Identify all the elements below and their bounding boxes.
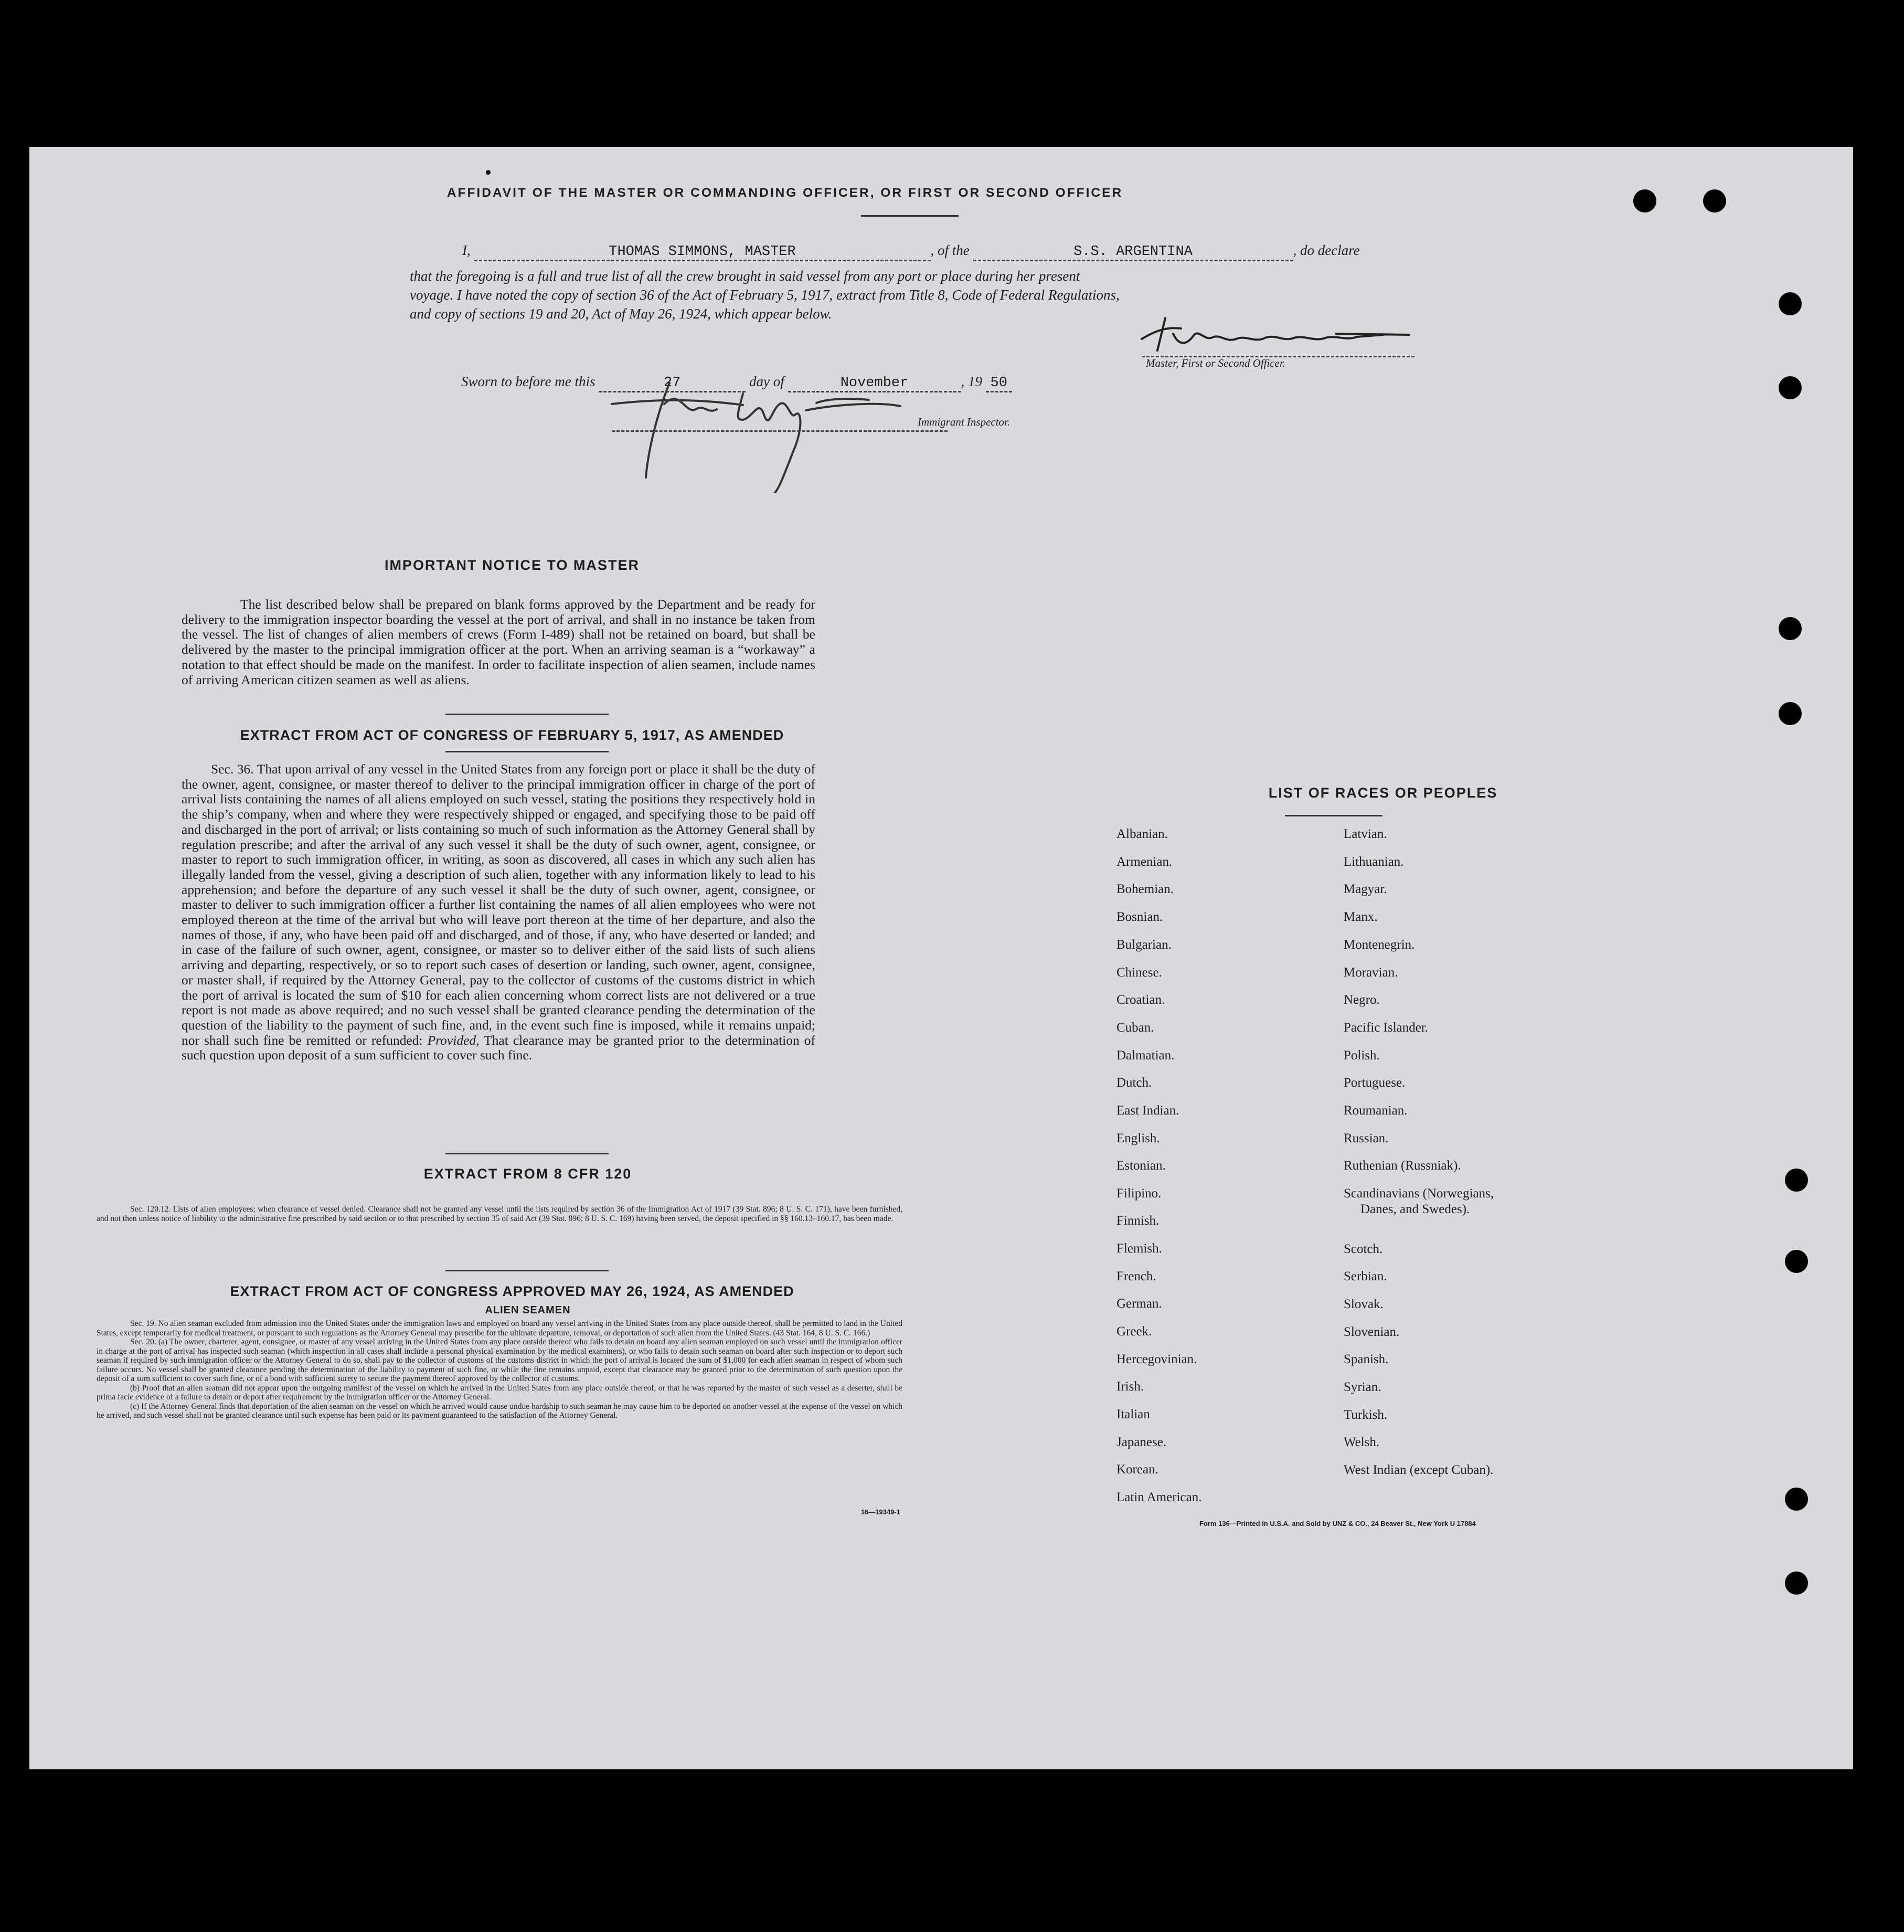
race-item: Lithuanian. bbox=[1344, 854, 1404, 869]
inspector-caption: Immigrant Inspector. bbox=[918, 416, 1010, 428]
sworn-year-field: 50 bbox=[986, 375, 1012, 392]
race-item: Greek. bbox=[1116, 1324, 1152, 1339]
race-item: Hercegovinian. bbox=[1116, 1352, 1197, 1366]
race-item: Polish. bbox=[1344, 1048, 1380, 1063]
form-code: 16—19349-1 bbox=[860, 1508, 900, 1516]
punch-hole bbox=[1703, 189, 1726, 213]
race-item: Bohemian. bbox=[1116, 882, 1174, 897]
sec-20a-text: Sec. 20. (a) The owner, charterer, agent, consignee, or master of any vessel arriving in the United States from any place outside thereof who fails to detain on board any alien seaman employed on such vessel until the immigration officer in charge at the port of arrival has inspected such seaman (which inspection in all cases shall include a personal physical examination by the medical examiners), or who fails to detain such seaman on board after such inspection or to deport such seaman if required by such immigration officer or the Attorney General to do so, shall pay to the collector of customs of the customs district in which the port of arrival is located the sum of $1,000 for each alien seaman in respect of whom such failure occurs. No vessel shall be granted clearance pending the determination of the liability to payment of such fine, or while the fine remains unpaid, except that clearance may be granted prior to the determination of such question upon the deposit of a sum sufficient to cover such fine, or of a bond with sufficient surety to secure the payment thereof approved by the collector of customs. bbox=[97, 1337, 902, 1383]
cfr-text: Sec. 120.12. Lists of alien employees; when clearance of vessel denied. Clearance shall not be granted any vessel until the lists required by section 36 of the Immigration Act of 1917 (39 Stat. 896; 8 U. S. C. 171), have been furnished, and not then unless notice of liability to the administrative fine prescribed by said section or to that prescribed by section 35 of said Act (39 Stat. 896; 8 U. S. C. 169) having been served, the deposit specified in §§ 160.13–160.17, has been made. bbox=[97, 1205, 902, 1223]
punch-hole bbox=[1785, 1169, 1808, 1192]
divider bbox=[445, 714, 609, 715]
extract-1924-title: EXTRACT FROM ACT OF CONGRESS APPROVED MAY 26, 1924, AS AMENDED bbox=[230, 1283, 794, 1299]
punch-hole bbox=[1785, 1488, 1808, 1511]
divider bbox=[861, 215, 959, 217]
inspector-signature-line bbox=[612, 430, 948, 432]
affidavit-line-1: that the foregoing is a full and true list of all the crew brought in said vessel from any port or place during her present bbox=[410, 268, 1080, 284]
sec-20b-text: (b) Proof that an alien seaman did not appear upon the outgoing manifest of the vessel on which he arrived in the United States from any place outside thereof, or that he was reported by the master of such vessel as a deserter, shall be prima facie evidence of a failure to detain or deport after requirement by the immigration officer or the Attorney General. bbox=[97, 1383, 902, 1402]
race-item: Chinese. bbox=[1116, 965, 1162, 980]
race-item: West Indian (except Cuban). bbox=[1344, 1463, 1494, 1478]
race-item: Scotch. bbox=[1344, 1241, 1383, 1256]
race-item: Magyar. bbox=[1344, 882, 1387, 897]
cfr-title: EXTRACT FROM 8 CFR 120 bbox=[423, 1166, 632, 1182]
race-item: Estonian. bbox=[1116, 1159, 1166, 1173]
race-item: Russian. bbox=[1344, 1131, 1389, 1145]
alien-seamen-subtitle: ALIEN SEAMEN bbox=[485, 1304, 571, 1316]
master-signature-caption: Master, First or Second Officer. bbox=[1146, 357, 1285, 369]
sec-19-text: Sec. 19. No alien seaman excluded from admission into the United States under the immigration laws and employed on board any vessel arriving in the United States from any place outside thereof, shall be permitted to land in the United States, except temporarily for medical treatment, or pursuant to such regulations as the Attorney General may prescribe for the ultimate departure, removal, or deportation of such alien from the United States. (43 Stat. 164, 8 U. S. C. 166.) bbox=[97, 1319, 902, 1337]
document-page bbox=[29, 147, 1853, 1769]
punch-hole bbox=[1785, 1250, 1808, 1273]
race-item: Croatian. bbox=[1116, 993, 1165, 1007]
race-item: Bosnian. bbox=[1116, 910, 1163, 925]
race-item: Syrian. bbox=[1344, 1380, 1381, 1394]
of-the-label: , of the bbox=[930, 242, 970, 258]
race-item: Filipino. bbox=[1116, 1186, 1162, 1201]
punch-hole bbox=[1779, 292, 1802, 315]
affidavit-title: AFFIDAVIT OF THE MASTER OR COMMANDING OFFICER, OR FIRST OR SECOND OFFICER bbox=[446, 186, 1123, 200]
punch-hole bbox=[1785, 1572, 1808, 1595]
form-printer-note: Form 136—Printed in U.S.A. and Sold by UNZ & CO., 24 Beaver St., New York U 17884 bbox=[1199, 1520, 1476, 1527]
do-declare-label: , do declare bbox=[1293, 242, 1360, 258]
race-item: Armenian. bbox=[1116, 854, 1173, 869]
race-item: Japanese. bbox=[1116, 1435, 1167, 1449]
ink-speck bbox=[486, 170, 491, 175]
race-item: Latin American. bbox=[1116, 1490, 1202, 1505]
race-item: German. bbox=[1116, 1297, 1162, 1311]
race-item: Irish. bbox=[1116, 1379, 1144, 1394]
sec-36-body: That upon arrival of any vessel in the United States from any foreign port or place it shall be the duty of the owner, agent, consignee, or master thereof to deliver to the principal immigration officer in charge of the port of arrival lists containing the names of all aliens employed on such vessel, stating the positions they respectively hold in the ship’s company, when and where they were respectively shipped or engaged, and specifying those to be paid off and discharged in the port of arrival; or lists containing so much of such information as the Attorney General shall by regulation prescribe; and after the arrival of any such vessel it shall be the duty of such owner, agent, consignee, or master to report to such immigration officer, in writing, as soon as discovered, all cases in which any such alien has illegally landed from the vessel, giving a description of such alien, together with any information likely to lead to his apprehension; and before the departure of any such vessel it shall be the duty of such owner, agent, consignee, or master to deliver to such immigration officer a further list containing the names of all alien employees who were not employed thereon at the time of the arrival but who will leave port thereon at the time of her departure, and also the names of those, if any, who have been paid off and discharged, and of those, if any, who have deserted or landed; and in case of the failure of such owner, agent, consignee, or master so to deliver either of the said lists of such aliens arriving and departing, respectively, or so to report such cases of desertion or landing, such owner, agent, consignee, or master shall, if required by the Attorney General, pay to the collector of customs of the customs district in which the port of arrival is located the sum of $10 for each alien concerning whom correct lists are not delivered or a true report is not made as above required; and no such vessel shall be granted clearance pending the determination of the question of the liability to the payment of such fine, and, in the event such fine is imposed, while it remains unpaid; nor shall such fine be remitted or refunded: bbox=[182, 761, 815, 1048]
punch-hole bbox=[1633, 189, 1656, 213]
sec-36-proviso: That clearance may be granted prior to the determination of such question upon deposit of a sum sufficient to cover such fine. bbox=[182, 1032, 815, 1063]
race-item: Welsh. bbox=[1344, 1435, 1380, 1450]
extract-1924-body bbox=[97, 1319, 902, 1420]
year-prefix: , 19 bbox=[961, 374, 982, 389]
divider bbox=[445, 1270, 609, 1271]
sec-20c-text: (c) If the Attorney General finds that deportation of the alien seaman on the vessel on which he arrived would cause undue hardship to such seaman he may cause him to be deported on another vessel at the expense of the vessel on which he arrived, and such vessel shall not be granted clearance until such expense has been paid or its payment guaranteed to the satisfaction of the Attorney General. bbox=[97, 1402, 902, 1420]
race-item: Manx. bbox=[1344, 910, 1378, 925]
race-item: Ruthenian (Russniak). bbox=[1344, 1159, 1461, 1173]
race-item: Cuban. bbox=[1116, 1020, 1154, 1035]
punch-hole bbox=[1779, 617, 1802, 640]
race-item: Scandinavians (Norwegians, bbox=[1344, 1186, 1494, 1201]
race-item: Turkish. bbox=[1344, 1407, 1388, 1422]
race-item: Portuguese. bbox=[1344, 1076, 1406, 1090]
master-name-field: THOMAS SIMMONS, MASTER bbox=[474, 244, 931, 261]
races-left-column bbox=[1116, 827, 1326, 1666]
races-right-column bbox=[1344, 827, 1711, 1666]
notice-text: The list described below shall be prepared on blank forms approved by the Department and be ready for delivery to the immigration inspector boarding the vessel at the port of arrival, and shall in no instance be taken from the vessel. The list of changes of alien members of crews (Form I-489) shall not be retained on board, but shall be delivered by the master to the principal immigration officer at the port. When an arriving seaman is a “workaway” a notation to that effect should be made on the manifest. In order to facilitate inspection of alien seamen, include names of arriving American citizen seamen as well as aliens. bbox=[182, 597, 815, 687]
vessel-name-field: S.S. ARGENTINA bbox=[973, 244, 1293, 261]
race-item: Roumanian. bbox=[1344, 1103, 1408, 1118]
master-signature bbox=[1136, 314, 1420, 359]
race-item: Finnish. bbox=[1116, 1214, 1160, 1228]
races-title: LIST OF RACES OR PEOPLES bbox=[1268, 785, 1498, 801]
race-item: Dutch. bbox=[1116, 1076, 1152, 1090]
race-item: English. bbox=[1116, 1131, 1160, 1145]
race-item: Latvian. bbox=[1344, 827, 1387, 841]
affidavit-line-3: and copy of sections 19 and 20, Act of May 26, 1924, which appear below. bbox=[410, 306, 832, 322]
race-item: Serbian. bbox=[1344, 1269, 1387, 1284]
sworn-month-field: November bbox=[788, 375, 961, 392]
sworn-day-field: 27 bbox=[599, 375, 746, 392]
i-label: I, bbox=[462, 242, 471, 258]
affidavit-line-2: voyage. I have noted the copy of section 36 of the Act of February 5, 1917, extract from Title 8, Code of Federal Regulations, bbox=[410, 287, 1120, 303]
race-item: Flemish. bbox=[1116, 1241, 1162, 1256]
race-item: Bulgarian. bbox=[1116, 937, 1172, 952]
extract-1917-text bbox=[182, 762, 815, 1063]
race-item: Dalmatian. bbox=[1116, 1048, 1175, 1063]
punch-hole bbox=[1779, 702, 1802, 725]
race-item: Spanish. bbox=[1344, 1352, 1389, 1367]
sec-36-label: Sec. 36. bbox=[211, 761, 254, 777]
sworn-label: Sworn to before me this bbox=[461, 374, 595, 389]
race-item: Slovak. bbox=[1344, 1297, 1384, 1311]
race-item: Pacific Islander. bbox=[1344, 1020, 1429, 1035]
notice-title: IMPORTANT NOTICE TO MASTER bbox=[385, 557, 640, 573]
race-item: East Indian. bbox=[1116, 1103, 1179, 1118]
race-item: Albanian. bbox=[1116, 827, 1168, 841]
race-item: Montenegrin. bbox=[1344, 937, 1415, 952]
race-item: Danes, and Swedes). bbox=[1360, 1202, 1470, 1217]
race-item: Moravian. bbox=[1344, 965, 1398, 980]
race-item: Italian bbox=[1116, 1407, 1150, 1421]
extract-1917-title: EXTRACT FROM ACT OF CONGRESS OF FEBRUARY 5, 1917, AS AMENDED bbox=[240, 727, 784, 743]
affidavit-declaration-line bbox=[462, 242, 1459, 261]
divider bbox=[445, 1153, 609, 1154]
race-item: Slovenian. bbox=[1344, 1324, 1400, 1339]
punch-hole bbox=[1779, 376, 1802, 399]
divider bbox=[445, 751, 609, 752]
day-of-label: day of bbox=[749, 374, 784, 389]
provided-label: Provided, bbox=[427, 1032, 480, 1048]
race-item: French. bbox=[1116, 1269, 1156, 1283]
divider bbox=[1285, 815, 1382, 816]
race-item: Negro. bbox=[1344, 993, 1380, 1007]
race-item: Korean. bbox=[1116, 1462, 1158, 1477]
